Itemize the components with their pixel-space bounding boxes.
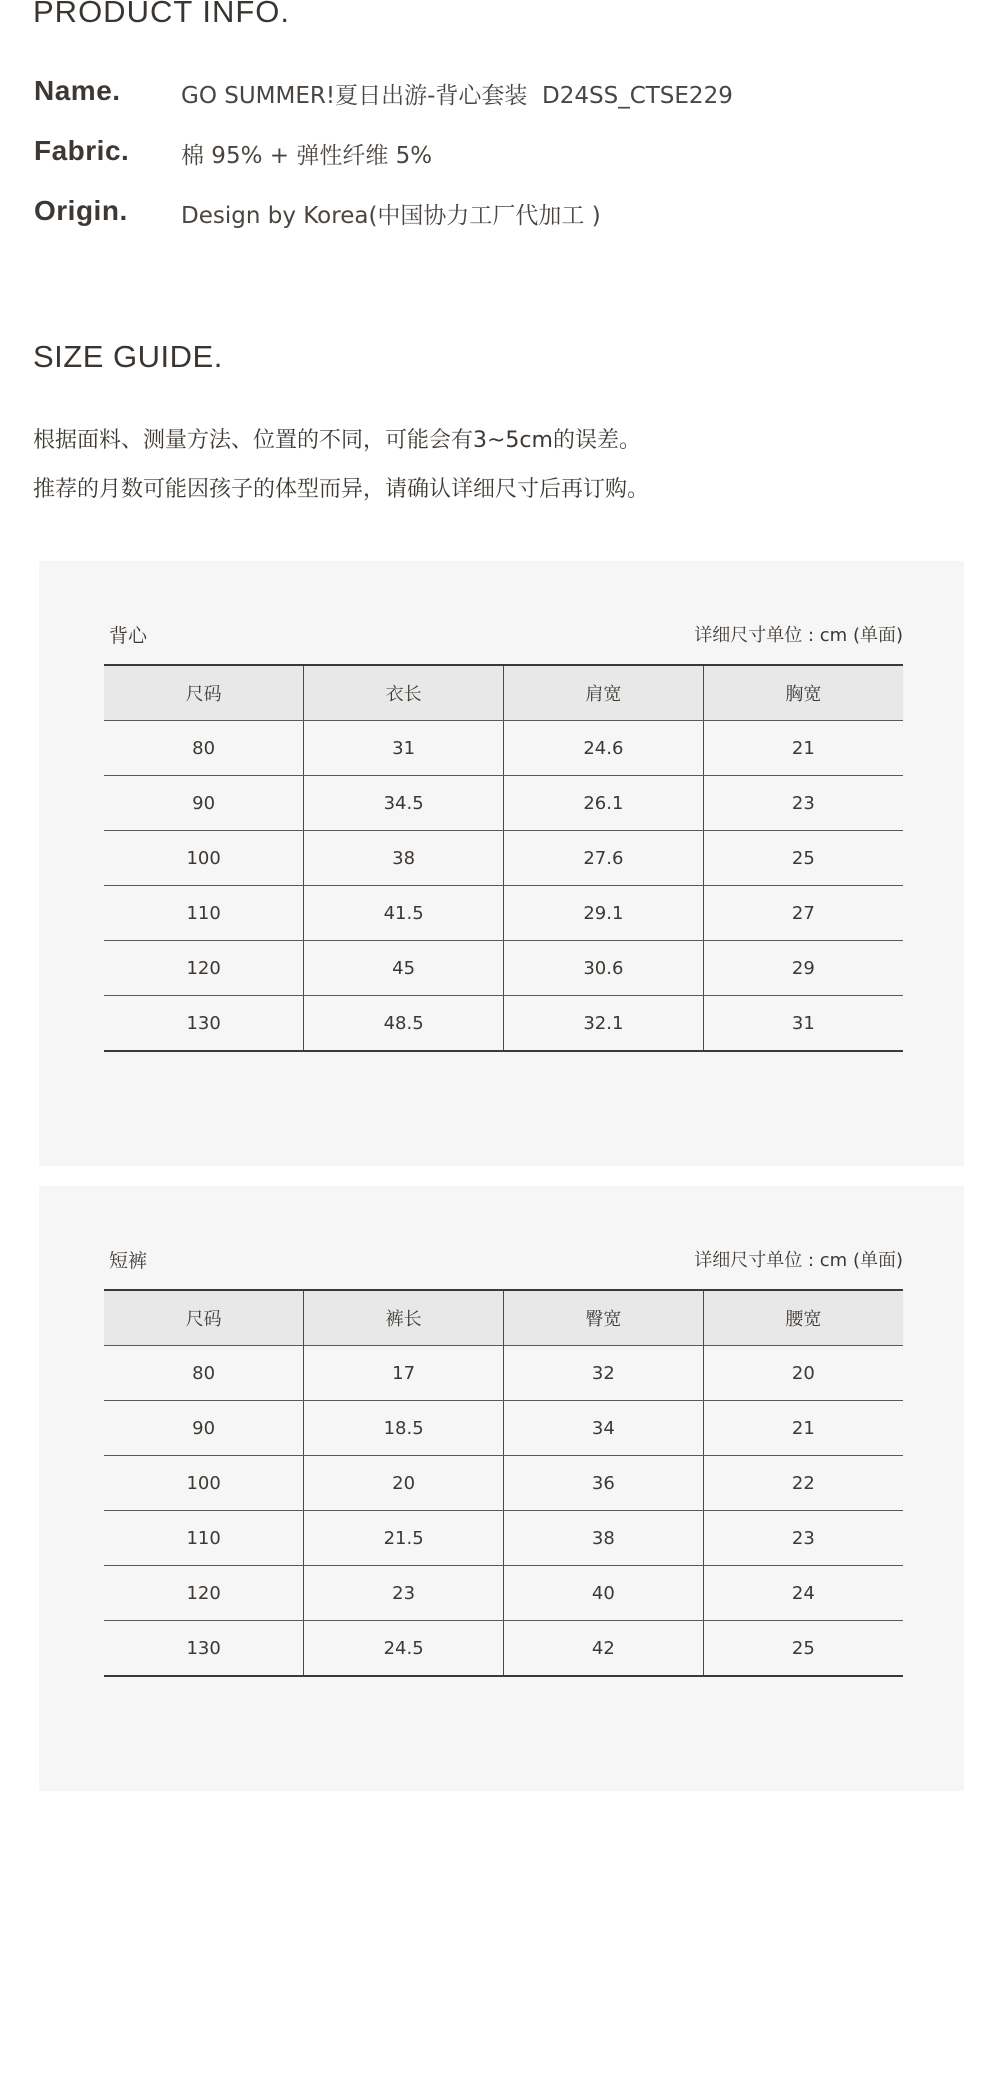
table-cell: 38	[504, 1511, 704, 1566]
table-cell: 21	[703, 1401, 903, 1456]
table-row	[104, 1511, 903, 1566]
unit-note: 详细尺寸单位 : cm (单面)	[694, 625, 903, 646]
table-cell: 29	[703, 941, 903, 996]
table-cell: 23	[703, 1511, 903, 1566]
table-cell: 30.6	[504, 941, 704, 996]
info-label: Fabric.	[34, 135, 130, 166]
info-value: Design by Korea(中国协力工厂代加工 )	[181, 203, 601, 229]
header-cell: 胸宽	[703, 665, 903, 721]
info-value: GO SUMMER!夏日出游-背心套装 D24SS_CTSE229	[181, 83, 733, 109]
table-row	[104, 1456, 903, 1511]
size-guide-title: SIZE GUIDE.	[33, 339, 223, 374]
header-cell: 肩宽	[504, 665, 704, 721]
table-cell: 130	[104, 996, 304, 1052]
header-cell: 衣长	[304, 665, 504, 721]
table-cell: 40	[504, 1566, 704, 1621]
table-cell: 21	[703, 721, 903, 776]
table-cell: 21.5	[304, 1511, 504, 1566]
table-cell: 130	[104, 1621, 304, 1677]
table-cell: 25	[703, 831, 903, 886]
table-cell: 23	[703, 776, 903, 831]
shorts-size-panel	[39, 1186, 964, 1791]
product-info-title: PRODUCT INFO.	[33, 0, 290, 29]
table-cell: 120	[104, 1566, 304, 1621]
table-cell: 20	[703, 1346, 903, 1401]
table-cell: 25	[703, 1621, 903, 1677]
table-cell: 23	[304, 1566, 504, 1621]
table-cell: 31	[703, 996, 903, 1052]
info-label: Origin.	[34, 195, 128, 226]
table-cell: 24.5	[304, 1621, 504, 1677]
table-cell: 41.5	[304, 886, 504, 941]
info-row-fabric	[34, 135, 974, 175]
table-cell: 120	[104, 941, 304, 996]
table-cell: 42	[504, 1621, 704, 1677]
vest-size-table	[104, 664, 903, 1052]
table-cell: 48.5	[304, 996, 504, 1052]
table-cell: 24	[703, 1566, 903, 1621]
table-cell: 26.1	[504, 776, 704, 831]
unit-note: 详细尺寸单位 : cm (单面)	[694, 1250, 903, 1271]
table-cell: 18.5	[304, 1401, 504, 1456]
table-cell: 32.1	[504, 996, 704, 1052]
table-name: 背心	[109, 625, 148, 647]
table-row	[104, 721, 903, 776]
table-cell: 29.1	[504, 886, 704, 941]
table-cell: 27	[703, 886, 903, 941]
header-cell: 裤长	[304, 1290, 504, 1346]
table-row	[104, 886, 903, 941]
size-note: 根据面料、测量方法、位置的不同，可能会有3~5cm的误差。	[33, 428, 641, 453]
table-cell: 22	[703, 1456, 903, 1511]
info-value: 棉 95% + 弹性纤维 5%	[181, 143, 433, 169]
table-row	[104, 1346, 903, 1401]
table-row	[104, 941, 903, 996]
header-cell: 尺码	[104, 1290, 304, 1346]
vest-size-panel	[39, 561, 964, 1166]
table-cell: 80	[104, 1346, 304, 1401]
table-cell: 90	[104, 776, 304, 831]
table-name: 短裤	[109, 1250, 148, 1272]
header-cell: 尺码	[104, 665, 304, 721]
table-cell: 17	[304, 1346, 504, 1401]
table-cell: 38	[304, 831, 504, 886]
table-cell: 24.6	[504, 721, 704, 776]
header-cell: 臀宽	[504, 1290, 704, 1346]
table-header-row	[104, 665, 903, 721]
table-cell: 45	[304, 941, 504, 996]
header-cell: 腰宽	[703, 1290, 903, 1346]
table-cell: 110	[104, 886, 304, 941]
table-cell: 34	[504, 1401, 704, 1456]
table-cell: 34.5	[304, 776, 504, 831]
table-cell: 31	[304, 721, 504, 776]
table-cell: 32	[504, 1346, 704, 1401]
info-row-name	[34, 75, 974, 115]
table-cell: 90	[104, 1401, 304, 1456]
table-cell: 36	[504, 1456, 704, 1511]
table-row	[104, 776, 903, 831]
table-row	[104, 1401, 903, 1456]
table-row	[104, 996, 903, 1052]
table-header-row	[104, 1290, 903, 1346]
shorts-size-table	[104, 1289, 903, 1677]
table-row	[104, 831, 903, 886]
table-cell: 110	[104, 1511, 304, 1566]
table-cell: 27.6	[504, 831, 704, 886]
info-row-origin	[34, 195, 974, 235]
table-cell: 80	[104, 721, 304, 776]
table-cell: 100	[104, 831, 304, 886]
table-cell: 100	[104, 1456, 304, 1511]
table-cell: 20	[304, 1456, 504, 1511]
size-note: 推荐的月数可能因孩子的体型而异，请确认详细尺寸后再订购。	[33, 477, 650, 502]
table-row	[104, 1566, 903, 1621]
info-label: Name.	[34, 75, 121, 106]
table-row	[104, 1621, 903, 1677]
